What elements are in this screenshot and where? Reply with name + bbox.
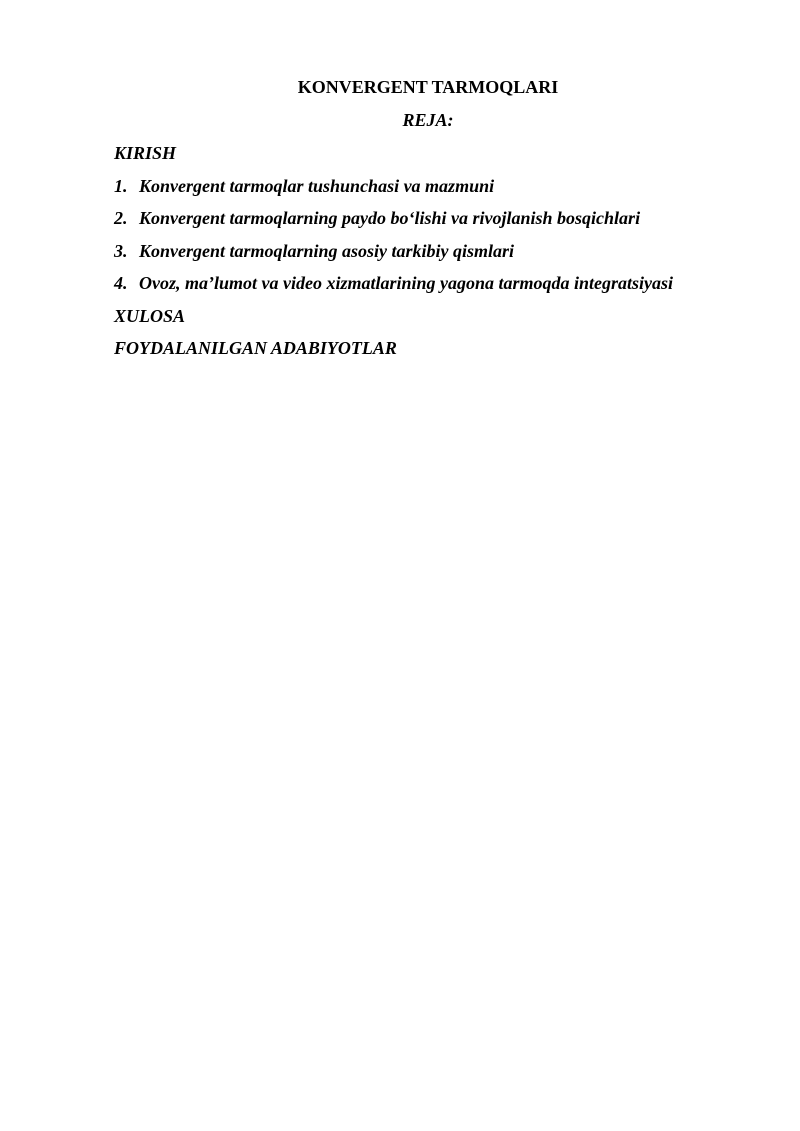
outline-item-number: 3. [114,240,128,261]
outline-conclusion: XULOSA [114,305,186,326]
outline-references: FOYDALANILGAN ADABIYOTLAR [114,338,397,358]
outline-item [114,240,774,273]
document-title: KONVERGENT TARMOQLARI [297,77,559,97]
outline-item-text: Konvergent tarmoqlarning asosiy tarkibiy qismlari [139,240,515,261]
plan-heading: REJA: [402,110,454,130]
outline-item-number: 2. [114,208,128,228]
outline-item [114,207,774,240]
outline-item-text: Konvergent tarmoqlar tushunchasi va mazmuni [139,175,495,196]
outline-item [114,175,774,208]
outline-item-text: Ovoz, ma’lumot va video xizmatlarining yagona tarmoqda integratsiyasi [139,273,674,293]
outline-item [114,272,774,305]
outline-item-number: 1. [114,175,128,196]
plan-outline [114,142,774,370]
outline-item-number: 4. [114,273,128,293]
outline-item-text: Konvergent tarmoqlarning paydo bo‘lishi va rivojlanish bosqichlari [139,208,641,228]
outline-intro: KIRISH [114,143,177,163]
